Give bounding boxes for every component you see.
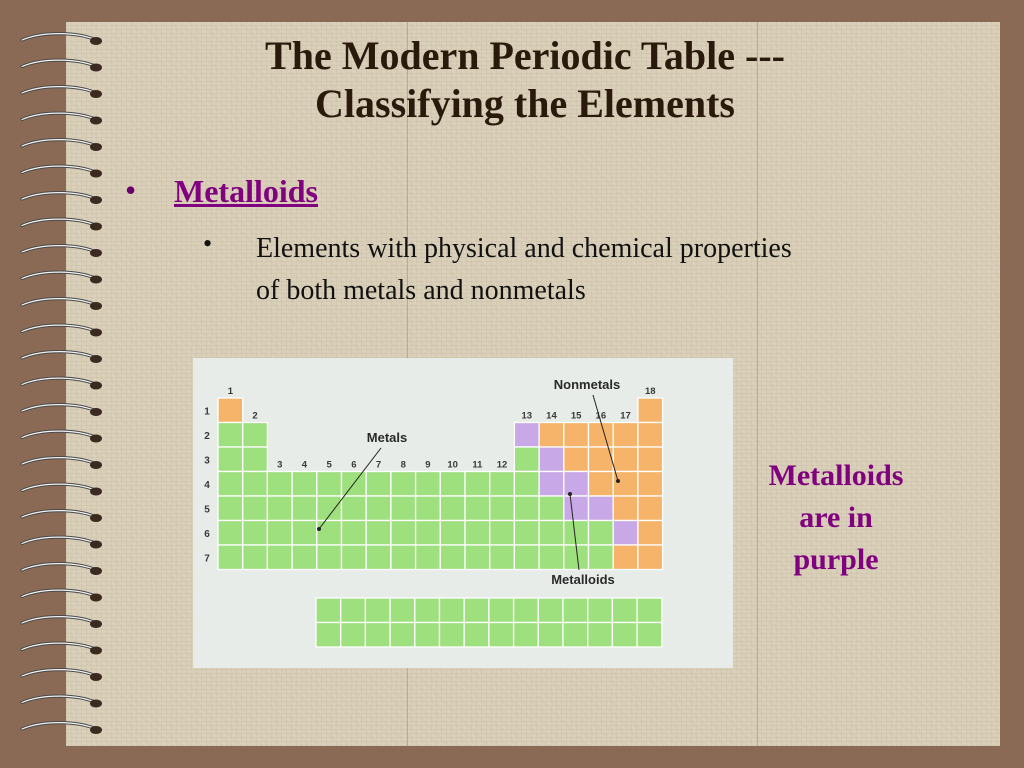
element-cell — [391, 496, 416, 521]
f-block-cell — [390, 598, 415, 623]
element-cell — [564, 472, 589, 497]
f-block-cell — [316, 623, 341, 648]
f-block-cell — [415, 598, 440, 623]
spiral-coil-icon — [22, 670, 102, 681]
bullet-heading-metalloids: Metalloids — [174, 173, 318, 209]
element-cell — [589, 423, 614, 448]
metalloids-label: Metalloids — [551, 572, 615, 587]
element-cell — [465, 545, 490, 570]
period-number-label: 5 — [204, 504, 210, 516]
element-cell — [243, 447, 268, 472]
element-cell — [416, 545, 441, 570]
f-block-cell — [440, 623, 465, 648]
group-number-label: 15 — [570, 410, 582, 422]
f-block-cell — [365, 598, 390, 623]
note-line-1: Metalloids — [768, 459, 904, 492]
group-number-label: 3 — [277, 459, 283, 471]
element-cell — [564, 423, 589, 448]
spiral-coil-icon — [22, 166, 102, 177]
period-number-label: 3 — [204, 455, 210, 467]
period-number-label: 6 — [204, 528, 210, 540]
f-block-cell — [538, 598, 563, 623]
element-cell — [218, 447, 243, 472]
element-cell — [243, 521, 268, 546]
spiral-coil-icon — [22, 378, 102, 389]
spiral-coil-icon — [22, 299, 102, 310]
element-cell — [292, 521, 317, 546]
element-cell — [539, 521, 564, 546]
f-block-cell — [440, 598, 465, 623]
f-block-cell — [612, 598, 637, 623]
element-cell — [342, 521, 367, 546]
f-block-cell — [341, 623, 366, 648]
element-cell — [317, 472, 342, 497]
group-number-label: 12 — [496, 459, 508, 471]
spiral-coil-icon — [22, 352, 102, 363]
spiral-coil-icon — [22, 113, 102, 124]
element-cell — [613, 496, 638, 521]
f-block-cell — [637, 623, 662, 648]
group-number-label: 4 — [301, 459, 308, 471]
element-cell — [342, 496, 367, 521]
spiral-coil-icon — [22, 458, 102, 469]
element-cell — [564, 496, 589, 521]
element-cell — [440, 521, 465, 546]
element-cell — [391, 472, 416, 497]
spiral-coil-icon — [22, 617, 102, 628]
element-cell — [539, 496, 564, 521]
f-block-cell — [365, 623, 390, 648]
f-block-cell — [489, 598, 514, 623]
periodic-table-figure — [193, 358, 733, 668]
element-cell — [613, 545, 638, 570]
element-cell — [440, 496, 465, 521]
element-cell — [218, 423, 243, 448]
element-cell — [292, 496, 317, 521]
metals-label: Metals — [366, 430, 408, 445]
element-cell — [514, 545, 539, 570]
group-number-label: 17 — [620, 410, 631, 422]
element-cell — [514, 496, 539, 521]
group-number-label: 13 — [521, 410, 533, 422]
element-cell — [589, 472, 614, 497]
metalloids-leader-dot — [568, 492, 572, 496]
element-cell — [267, 521, 292, 546]
element-cell — [514, 472, 539, 497]
element-cell — [292, 545, 317, 570]
metals-leader-dot — [317, 527, 321, 531]
f-block-cell — [489, 623, 514, 648]
element-cell — [638, 521, 663, 546]
period-number-label: 1 — [204, 406, 210, 418]
element-cell — [613, 472, 638, 497]
group-number-label: 10 — [447, 459, 458, 471]
element-cell — [613, 423, 638, 448]
spiral-coil-icon — [22, 590, 102, 601]
sub-bullet-text — [256, 228, 926, 312]
spiral-coil-icon — [22, 60, 102, 71]
element-cell — [440, 472, 465, 497]
element-cell — [638, 545, 663, 570]
element-cell — [267, 545, 292, 570]
element-cell — [490, 521, 515, 546]
element-cell — [589, 545, 614, 570]
spiral-coil-icon — [22, 87, 102, 98]
element-cell — [366, 496, 391, 521]
group-number-label: 6 — [351, 459, 357, 471]
element-cell — [465, 472, 490, 497]
group-number-label: 14 — [546, 410, 557, 422]
f-block-cell — [464, 623, 489, 648]
sub-bullet-marker: • — [203, 229, 213, 258]
element-cell — [514, 447, 539, 472]
f-block-cell — [415, 623, 440, 648]
spiral-coil-icon — [22, 643, 102, 654]
spiral-coil-icon — [22, 511, 102, 522]
element-cell — [613, 521, 638, 546]
element-cell — [514, 521, 539, 546]
element-cell — [317, 496, 342, 521]
spiral-coil-icon — [22, 537, 102, 548]
bullet-marker: • — [125, 172, 137, 208]
element-cell — [539, 472, 564, 497]
f-block-cell — [612, 623, 637, 648]
element-cell — [589, 496, 614, 521]
element-cell — [514, 423, 539, 448]
f-block-cell — [563, 623, 588, 648]
element-cell — [638, 447, 663, 472]
spiral-coil-icon — [22, 193, 102, 204]
element-cell — [243, 496, 268, 521]
f-block-cell — [464, 598, 489, 623]
group-number-label: 9 — [425, 459, 431, 471]
f-block-cell — [637, 598, 662, 623]
element-cell — [589, 521, 614, 546]
spiral-coil-icon — [22, 246, 102, 257]
element-cell — [416, 472, 441, 497]
period-number-label: 7 — [204, 553, 210, 565]
f-block-cell — [563, 598, 588, 623]
group-number-label: 5 — [326, 459, 332, 471]
element-cell — [440, 545, 465, 570]
group-number-label: 16 — [595, 410, 607, 422]
element-cell — [416, 496, 441, 521]
element-cell — [218, 398, 243, 423]
element-cell — [564, 447, 589, 472]
element-cell — [243, 472, 268, 497]
element-cell — [638, 496, 663, 521]
period-number-label: 4 — [204, 479, 210, 491]
title-line-2: Classifying the Elements — [315, 81, 735, 126]
group-number-label: 2 — [252, 410, 258, 422]
spiral-coil-icon — [22, 325, 102, 336]
element-cell — [243, 423, 268, 448]
group-number-label: 18 — [644, 386, 656, 397]
spiral-coil-icon — [22, 484, 102, 495]
element-cell — [267, 496, 292, 521]
f-block-cell — [538, 623, 563, 648]
element-cell — [366, 472, 391, 497]
slide-title — [150, 32, 900, 128]
element-cell — [267, 472, 292, 497]
f-block-cell — [588, 598, 613, 623]
spiral-coil-icon — [22, 140, 102, 151]
spiral-coil-icon — [22, 405, 102, 416]
spiral-coil-icon — [22, 431, 102, 442]
element-cell — [218, 545, 243, 570]
element-cell — [416, 521, 441, 546]
spiral-coil-icon — [22, 696, 102, 707]
element-cell — [342, 545, 367, 570]
element-cell — [490, 472, 515, 497]
nonmetals-label: Nonmetals — [553, 377, 621, 392]
note-line-3: purple — [793, 543, 879, 576]
element-cell — [539, 423, 564, 448]
element-cell — [638, 472, 663, 497]
periodic-table-diagram — [193, 358, 733, 668]
f-block-cell — [514, 623, 539, 648]
spiral-coil-icon — [22, 272, 102, 283]
metalloid-note — [752, 455, 920, 581]
element-cell — [317, 521, 342, 546]
group-number-label: 7 — [375, 459, 382, 471]
spiral-coil-icon — [22, 219, 102, 230]
sub-line-1: Elements with physical and chemical properties — [256, 233, 792, 264]
f-block-cell — [341, 598, 366, 623]
element-cell — [539, 545, 564, 570]
element-cell — [490, 496, 515, 521]
sub-line-2: of both metals and nonmetals — [256, 275, 586, 306]
note-line-2: are in — [799, 501, 873, 534]
element-cell — [391, 521, 416, 546]
page-rule-line — [757, 22, 758, 746]
element-cell — [391, 545, 416, 570]
element-cell — [638, 398, 663, 423]
f-block-cell — [588, 623, 613, 648]
element-cell — [218, 521, 243, 546]
f-block-cell — [316, 598, 341, 623]
group-number-label: 8 — [400, 459, 406, 471]
element-cell — [317, 545, 342, 570]
element-cell — [539, 447, 564, 472]
title-line-1: The Modern Periodic Table --- — [265, 33, 785, 78]
f-block-cell — [390, 623, 415, 648]
group-number-label: 11 — [472, 459, 483, 471]
element-cell — [218, 496, 243, 521]
element-cell — [465, 521, 490, 546]
element-cell — [292, 472, 317, 497]
f-block-cell — [514, 598, 539, 623]
element-cell — [490, 545, 515, 570]
element-cell — [564, 521, 589, 546]
element-cell — [638, 423, 663, 448]
element-cell — [613, 447, 638, 472]
spiral-coil-icon — [22, 564, 102, 575]
element-cell — [366, 521, 391, 546]
element-cell — [218, 472, 243, 497]
element-cell — [465, 496, 490, 521]
spiral-coil-icon — [22, 723, 102, 734]
group-number-label: 1 — [227, 386, 233, 397]
spiral-coil-icon — [22, 34, 102, 45]
element-cell — [366, 545, 391, 570]
element-cell — [243, 545, 268, 570]
spiral-binding-icon — [18, 30, 118, 740]
nonmetals-leader-dot — [616, 479, 620, 483]
period-number-label: 2 — [204, 430, 210, 442]
